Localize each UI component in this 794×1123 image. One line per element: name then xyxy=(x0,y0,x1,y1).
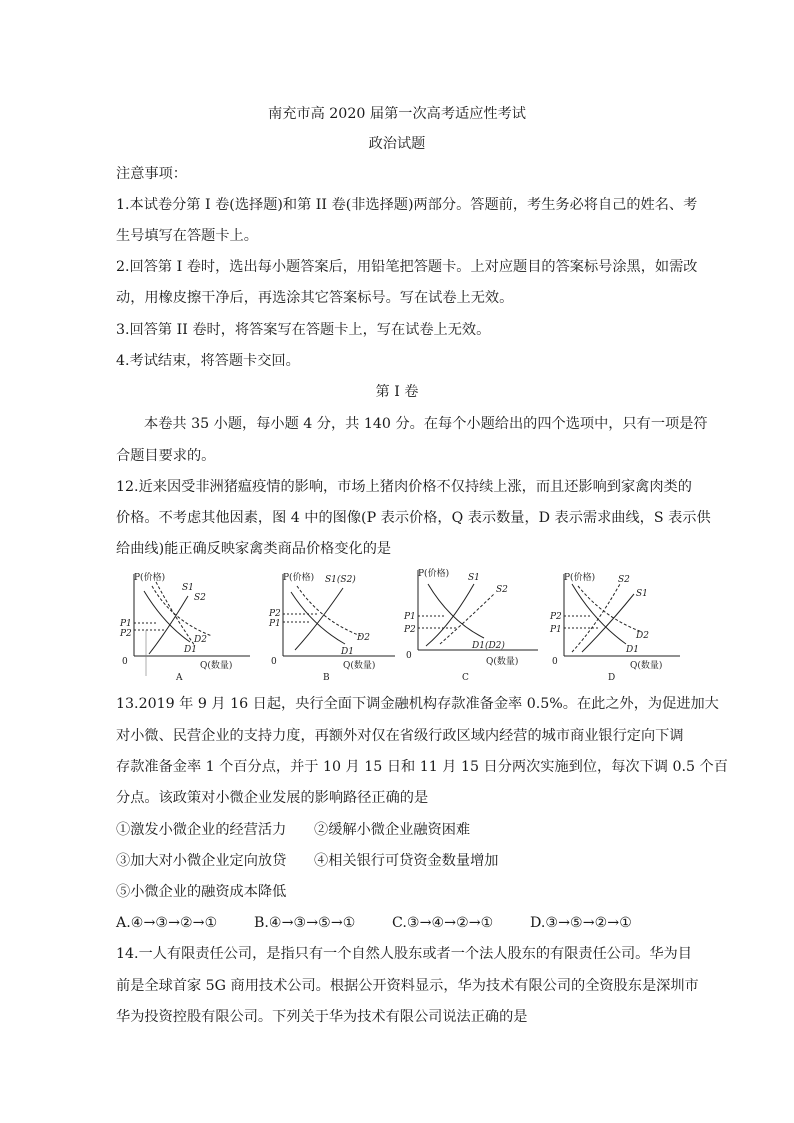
s2-label: S2 xyxy=(618,575,630,585)
origin-label: 0 xyxy=(406,651,412,661)
d1-label: D1 xyxy=(184,645,197,655)
s1-label: S1 xyxy=(182,583,194,593)
supply-curve-s2 xyxy=(440,594,494,644)
p1-label: P1 xyxy=(550,625,562,635)
graph-b xyxy=(257,566,397,684)
p1-label: P1 xyxy=(404,612,416,622)
notes-line: 3.回答第 II 卷时，将答案写在答题卡上，写在试卷上无效。 xyxy=(116,322,491,338)
d1d2-label: D1(D2) xyxy=(472,641,505,651)
p2-label: P2 xyxy=(120,629,132,639)
p2-label: P2 xyxy=(404,625,416,635)
q13-line: 存款准备金率 1 个百分点，并于 10 月 15 日和 11 月 15 日分两次实施到位，每次下调 0.5 个百 xyxy=(116,759,728,775)
graph-c xyxy=(400,566,540,684)
demand-curve-d2 xyxy=(578,586,642,632)
p-axis-label: P(价格) xyxy=(134,573,166,583)
demand-curve-d2 xyxy=(297,586,361,636)
exam-title: 南充市高 2020 届第一次高考适应性考试 xyxy=(268,106,526,122)
q12-line: 给曲线)能正确反映家禽类商品价格变化的是 xyxy=(116,541,392,557)
q-axis-label: Q(数量) xyxy=(486,657,519,667)
notes-line: 4.考试结束，将答题卡交回。 xyxy=(116,353,300,369)
q-axis-label: Q(数量) xyxy=(343,661,376,671)
graph-b-plot xyxy=(257,566,397,684)
p-axis-label: P(价格) xyxy=(418,569,450,579)
part-title: 第 I 卷 xyxy=(375,384,419,400)
q13-option-c: C.③→④→②→① xyxy=(392,915,494,931)
q14-line: 14.一人有限责任公司，是指只有一个自然人股东或者一个法人股东的有限责任公司。华为目 xyxy=(116,946,692,962)
d1-label: D1 xyxy=(341,647,354,657)
q13-option-a: A.④→③→②→① xyxy=(116,915,218,931)
q-axis-label: Q(数量) xyxy=(630,661,663,671)
supply-curve-s1 xyxy=(426,584,474,646)
graph-a xyxy=(112,566,252,684)
p-axis-label: P(价格) xyxy=(564,573,596,583)
graph-d-plot xyxy=(542,566,682,684)
q12-line: 价格。不考虑其他因素，图 4 中的图像(P 表示价格，Q 表示数量，D 表示需求曲线，S 表示供 xyxy=(116,510,711,526)
d2-label: D2 xyxy=(194,635,207,645)
notes-heading: 注意事项： xyxy=(116,166,187,182)
s1s2-label: S1(S2) xyxy=(325,575,356,585)
q13-item: ④相关银行可贷资金数量增加 xyxy=(314,853,499,869)
d2-label: D2 xyxy=(636,631,649,641)
graph-letter: C xyxy=(462,673,469,683)
q14-line: 前是全球首家 5G 商用技术公司。根据公开资料显示，华为技术有限公司的全资股东是深圳市 xyxy=(116,978,699,994)
origin-label: 0 xyxy=(552,657,558,667)
exam-subject: 政治试题 xyxy=(368,136,426,152)
q13-item: ①激发小微企业的经营活力 xyxy=(116,822,287,838)
notes-line: 动，用橡皮擦干净后，再选涂其它答案标号。写在试卷上无效。 xyxy=(116,290,514,306)
demand-curve-d1 xyxy=(291,592,345,644)
notes-line: 2.回答第 I 卷时，选出每小题答案后，用铅笔把答题卡。上对应题目的答案标号涂黑，如需改 xyxy=(116,259,698,275)
graph-a-plot xyxy=(112,566,252,684)
q13-item: ②缓解小微企业融资困难 xyxy=(314,822,471,838)
part-intro-line: 本卷共 35 小题，每小题 4 分，共 140 分。在每个小题给出的四个选项中，只有一项是符 xyxy=(144,416,708,432)
d2-label: D2 xyxy=(357,633,370,643)
supply-curve-s1 xyxy=(295,588,343,650)
demand-curve-d1 xyxy=(144,591,190,642)
graph-letter: B xyxy=(323,673,330,683)
q13-item: ③加大对小微企业定向放贷 xyxy=(116,853,287,869)
graph-letter: A xyxy=(176,673,183,683)
p1-label: P1 xyxy=(269,619,281,629)
notes-line: 生号填写在答题卡上。 xyxy=(116,228,258,244)
graph-d xyxy=(542,566,682,684)
s1-label: S1 xyxy=(636,589,648,599)
q13-option-b: B.④→③→⑤→① xyxy=(254,915,356,931)
s2-label: S2 xyxy=(194,593,206,603)
p2-label: P2 xyxy=(269,609,281,619)
p1-label: P1 xyxy=(120,619,132,629)
origin-label: 0 xyxy=(271,657,277,667)
q13-option-d: D.③→⑤→②→① xyxy=(530,915,632,931)
p2-label: P2 xyxy=(550,612,562,622)
part-intro-line: 合题目要求的。 xyxy=(116,448,216,464)
graph-c-plot xyxy=(400,566,540,684)
s2-label: S2 xyxy=(496,585,508,595)
q13-item: ⑤小微企业的融资成本降低 xyxy=(116,884,287,900)
q13-line: 分点。该政策对小微企业发展的影响路径正确的是 xyxy=(116,790,429,806)
p-axis-label: P(价格) xyxy=(283,573,315,583)
q13-line: 13.2019 年 9 月 16 日起，央行全面下调金融机构存款准备金率 0.5%。在此之外，为促进加大 xyxy=(116,696,719,712)
q-axis-label: Q(数量) xyxy=(200,661,233,671)
d1-label: D1 xyxy=(626,645,639,655)
notes-line: 1.本试卷分第 I 卷(选择题)和第 II 卷(非选择题)两部分。答题前，考生务必将自己的姓名、考 xyxy=(116,197,698,213)
origin-label: 0 xyxy=(122,657,128,667)
q14-line: 华为投资控股有限公司。下列关于华为技术有限公司说法正确的是 xyxy=(116,1009,528,1025)
s1-label: S1 xyxy=(468,573,480,583)
graph-letter: D xyxy=(608,673,616,683)
q12-graphs xyxy=(112,566,672,684)
q12-line: 12.近来因受非洲猪瘟疫情的影响，市场上猪肉价格不仅持续上涨，而且还影响到家禽肉类的 xyxy=(116,479,692,495)
supply-curve-s1 xyxy=(582,594,634,652)
q13-line: 对小微、民营企业的支持力度，再额外对仅在省级行政区域内经营的城市商业银行定向下调 xyxy=(116,728,684,744)
